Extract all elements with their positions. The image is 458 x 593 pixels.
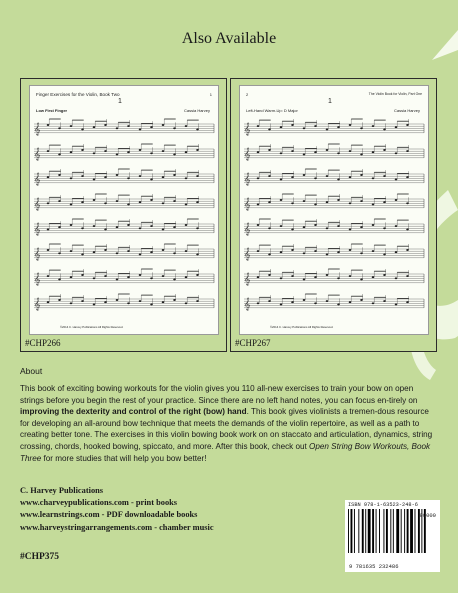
sheet-music-page bbox=[239, 85, 429, 335]
publisher-info bbox=[20, 485, 214, 534]
sheet-page-number: 1 bbox=[209, 92, 212, 97]
isbn-text: ISBN 978-1-63523-248-6 bbox=[348, 502, 418, 508]
catalog-number: #CHP375 bbox=[20, 552, 60, 562]
book-preview-chp266 bbox=[20, 78, 227, 352]
svg-text:𝄞: 𝄞 bbox=[34, 123, 41, 136]
book-preview-chp267 bbox=[230, 78, 437, 352]
publisher-url-chamber: www.harveystringarrangements.com - chamber music bbox=[20, 522, 214, 532]
barcode-digits: 9 781635 232486 bbox=[349, 563, 399, 570]
isbn-barcode bbox=[345, 500, 440, 572]
sheet-page-number: 2 bbox=[246, 92, 249, 97]
exercise-title: Left-Hand Warm-Up: D Major bbox=[246, 108, 298, 113]
svg-text:𝄞: 𝄞 bbox=[244, 273, 251, 286]
svg-text:𝄞: 𝄞 bbox=[34, 273, 41, 286]
publisher-name: C. Harvey Publications bbox=[20, 486, 104, 495]
svg-text:𝄞: 𝄞 bbox=[244, 298, 251, 311]
svg-text:𝄞: 𝄞 bbox=[34, 223, 41, 236]
svg-text:𝄞: 𝄞 bbox=[34, 148, 41, 161]
book-code: #CHP266 bbox=[25, 338, 61, 348]
svg-text:𝄞: 𝄞 bbox=[244, 198, 251, 211]
exercise-title: Low First Finger bbox=[36, 108, 68, 113]
publisher-url-pdf: www.learnstrings.com - PDF downloadable books bbox=[20, 510, 198, 520]
music-staves bbox=[30, 116, 218, 326]
description-text: for more studies that will help you bow better! bbox=[41, 453, 207, 463]
exercise-number: 1 bbox=[328, 98, 332, 105]
page-heading: Also Available bbox=[181, 30, 277, 47]
description-emphasis: improving the dexterity and control of the right (bow) hand bbox=[20, 407, 247, 417]
description-text: This book of exciting bowing workouts for the violin gives you 110 all-new exercises to train your bow on open strings before you begin the rest of your practice. Since there are no left hand notes, you can focus en-tirely on bbox=[20, 384, 418, 405]
about-label: About bbox=[20, 366, 43, 376]
sheet-author: Cassia Harvey bbox=[183, 108, 210, 113]
exercise-number: 1 bbox=[118, 98, 122, 105]
svg-text:𝄞: 𝄞 bbox=[34, 173, 41, 186]
book-description bbox=[20, 383, 438, 464]
description-text: . This book gives violinists a tremen-dous resource for developing an all-around bow technique that meets the demands of the violin repertoire, as well as a path to creating better tone. The exercises in this violin bowing book work on on staccato and articulation, dynamics, string crossing, chords, hooked bowing, spiccato, and more. After this book, check out bbox=[20, 407, 433, 451]
sheet-copyright: ©2014 C. Harvey Publications All Rights Reserved. bbox=[60, 325, 124, 329]
sheet-author: Cassia Harvey bbox=[393, 108, 420, 113]
book-code: #CHP267 bbox=[235, 338, 271, 348]
description-book-title: Open String Bow Workouts, Book Three bbox=[20, 441, 431, 463]
sheet-title: Finger Exercises for the Violin, Book Two bbox=[36, 92, 120, 97]
music-staves bbox=[240, 116, 428, 326]
svg-text:𝄞: 𝄞 bbox=[34, 198, 41, 211]
svg-text:𝄞: 𝄞 bbox=[34, 298, 41, 311]
svg-text:𝄞: 𝄞 bbox=[244, 123, 251, 136]
svg-text:𝄞: 𝄞 bbox=[244, 148, 251, 161]
sheet-music-page bbox=[29, 85, 219, 335]
svg-text:𝄞: 𝄞 bbox=[34, 248, 41, 261]
svg-text:𝄞: 𝄞 bbox=[244, 223, 251, 236]
svg-text:𝄞: 𝄞 bbox=[244, 248, 251, 261]
svg-text:𝄞: 𝄞 bbox=[244, 173, 251, 186]
price-code: 90000 bbox=[419, 512, 436, 519]
sheet-copyright: ©2014 C. Harvey Publications All Rights Reserved. bbox=[270, 325, 334, 329]
publisher-url-print: www.charveypublications.com - print books bbox=[20, 498, 178, 508]
sheet-title: The Violin Book for Violin, Part One bbox=[368, 92, 422, 96]
